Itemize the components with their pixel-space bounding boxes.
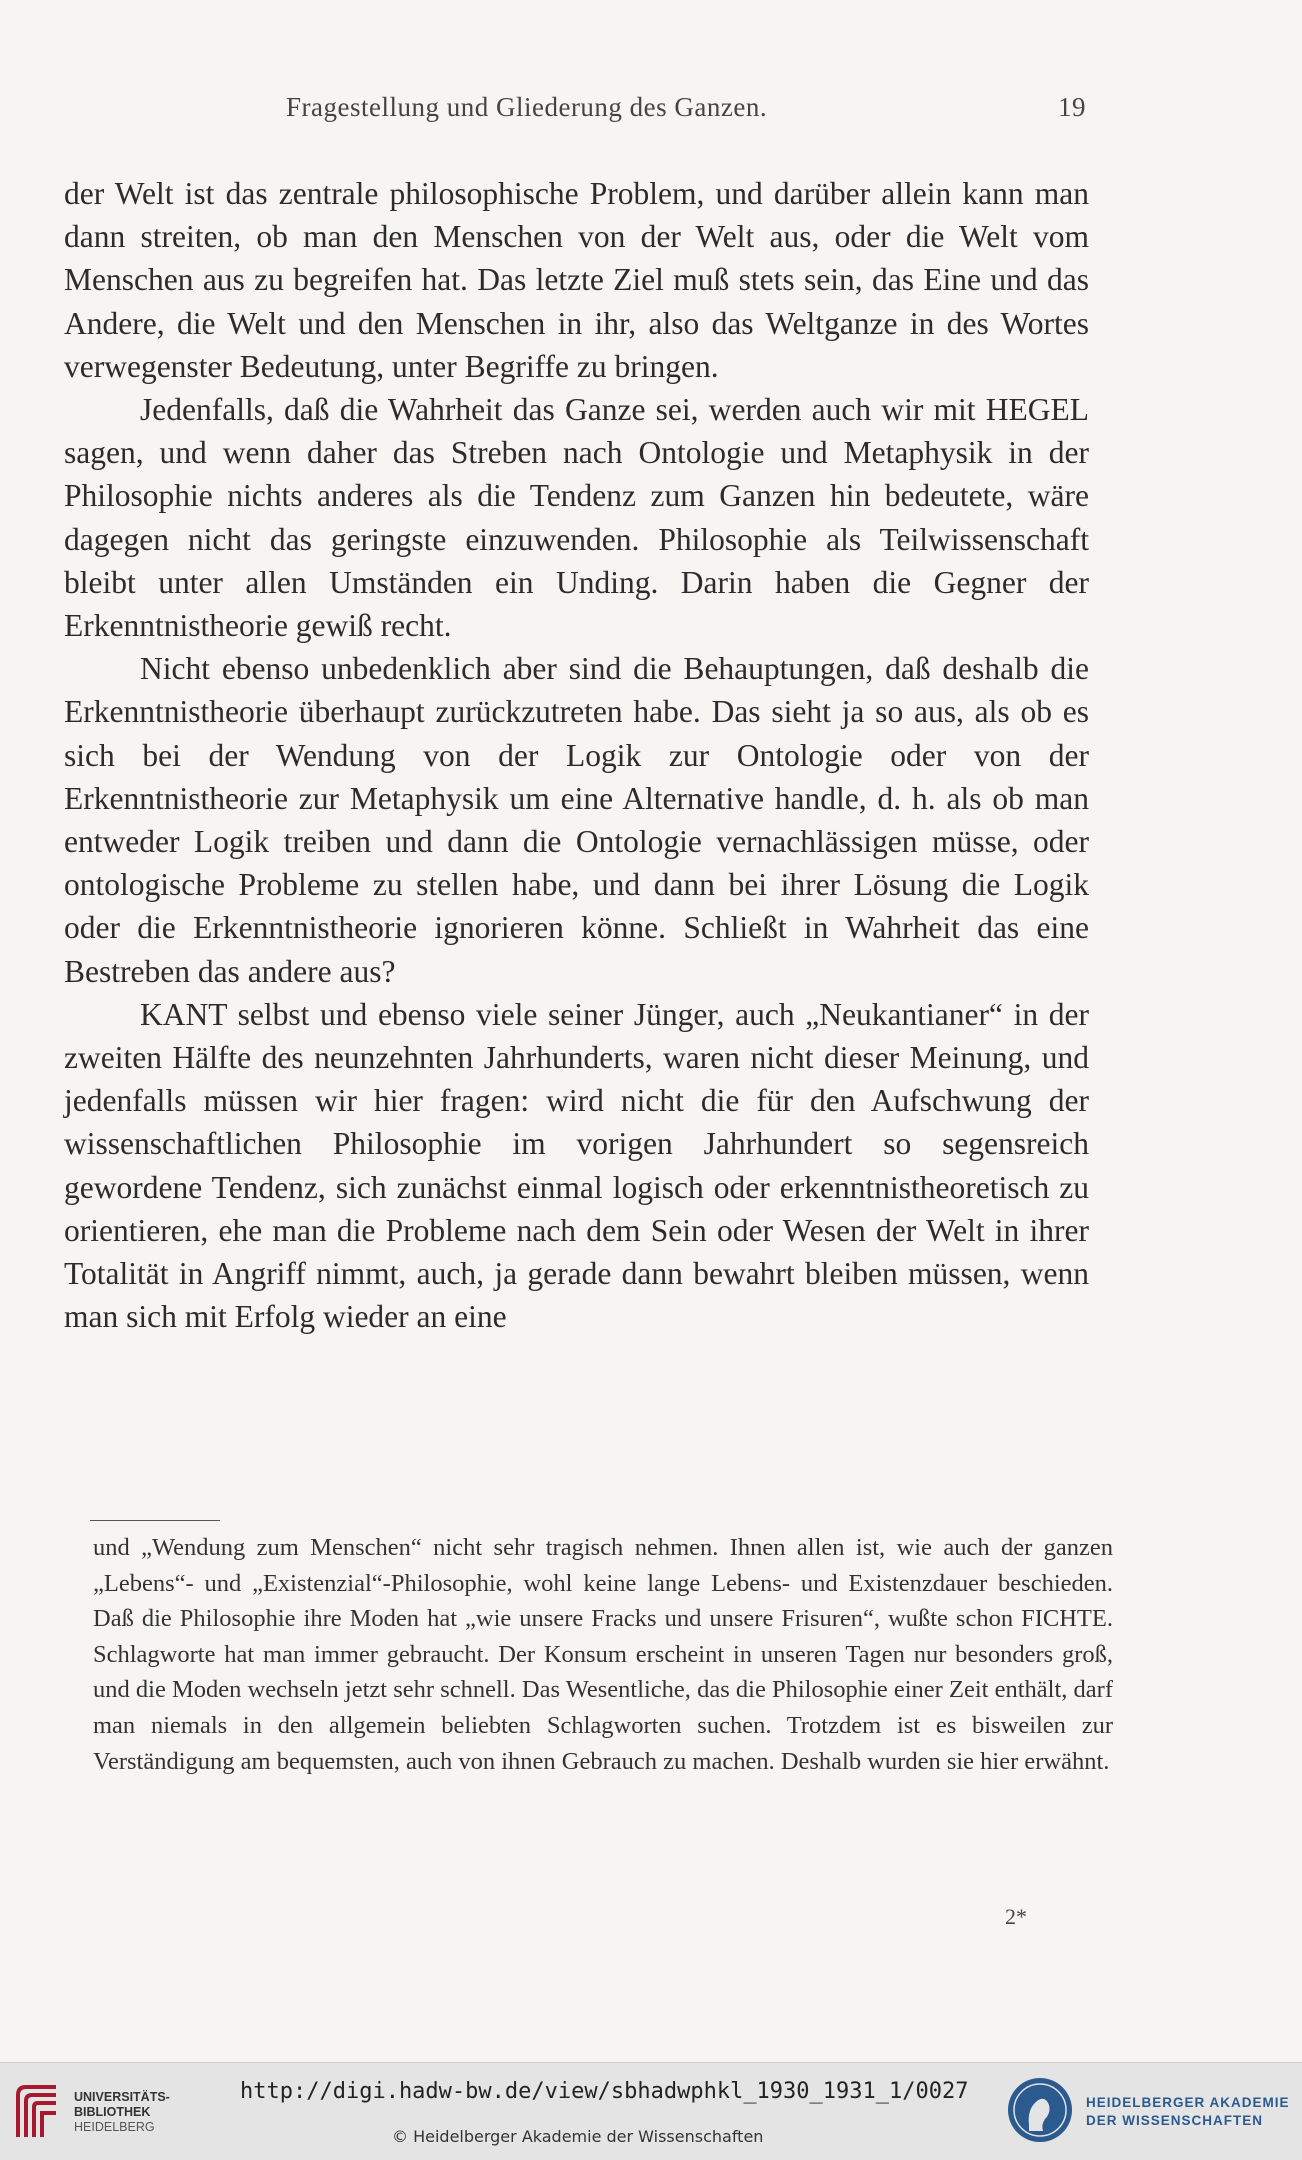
running-header <box>286 92 1086 123</box>
permalink-url[interactable]: http://digi.hadw-bw.de/view/sbhadwphkl_1930_1931_1/0027 <box>240 2079 969 2104</box>
university-library-logo-icon <box>12 2081 64 2143</box>
academy-name: HEIDELBERGER AKADEMIE DER WISSENSCHAFTEN <box>1086 2095 1290 2128</box>
page-number: 19 <box>1058 92 1086 122</box>
main-text <box>64 172 1089 1338</box>
paragraph-1: der Welt ist das zentrale philosophische Problem, und darüber allein kann man dann streiten, ob man den Menschen von der Welt aus, oder die Welt vom Menschen aus zu begreifen hat. Das letzte Ziel muß stets sein, das Eine und das Andere, die Welt und den Menschen in ihr, also das Weltganze in des Wortes verwegenster Bedeutung, unter Begriffe zu bringen. <box>64 176 1089 384</box>
running-title: Fragestellung und Gliederung des Ganzen. <box>286 92 768 122</box>
academy-seal-icon <box>1005 2075 1075 2145</box>
paragraph-3: Nicht ebenso unbedenklich aber sind die Behauptungen, daß deshalb die Erkenntnistheorie überhaupt zurückzutreten habe. Das sieht ja so aus, als ob es sich bei der Wendung von der Logik zur Ontologie oder von der Erkenntnistheorie zur Metaphysik um eine Alternative handle, d. h. als ob man entweder Logik treiben und dann die Ontologie vernachlässigen müsse, oder ontologische Probleme zu stellen habe, und dann bei ihrer Lösung die Logik oder die Erkenntnistheorie ignorieren könne. Schließt in Wahrheit das eine Bestreben das andere aus? <box>64 651 1089 989</box>
copyright-notice: © Heidelberger Akademie der Wissenschaften <box>392 2127 764 2146</box>
footnote: und „Wendung zum Menschen“ nicht sehr tragisch nehmen. Ihnen allen ist, wie auch der ganzen „Lebens“- und „Existenzial“-Philosophie, wohl keine lange Lebens- und Existenzdauer beschieden. Daß die Philosophie ihre Moden hat „wie unsere Fracks und unsere Frisuren“, wußte schon FICHTE. Schlagworte hat man immer gebraucht. Der Konsum erscheint in unseren Tagen nur besonders groß, und die Moden wechseln jetzt sehr schnell. Das Wesentliche, das die Philosophie einer Zeit enthält, darf man niemals in den allgemein beliebten Schlagworten suchen. Trotzdem ist es bisweilen zur Verständigung am bequemsten, auch von ihnen Gebrauch zu machen. Deshalb wurden sie hier erwähnt. <box>93 1534 1113 1775</box>
viewer-footer <box>0 2062 1302 2160</box>
signature-mark: 2* <box>1005 1904 1027 1929</box>
paragraph-4: KANT selbst und ebenso viele seiner Jünger, auch „Neukantianer“ in der zweiten Hälfte des neunzehnten Jahrhunderts, waren nicht dieser Meinung, und jedenfalls müssen wir hier fragen: wird nicht die für den Aufschwung der wissenschaftlichen Philosophie im vorigen Jahrhundert so segensreich gewordene Tendenz, sich zunächst einmal logisch oder erkenntnistheoretisch zu orientieren, ehe man die Probleme nach dem Sein oder Wesen der Welt in ihrer Totalität in Angriff nimmt, auch, ja gerade dann bewahrt bleiben müssen, wenn man sich mit Erfolg wieder an eine <box>64 996 1089 1335</box>
footnote-divider <box>90 1520 220 1521</box>
paragraph-2: Jedenfalls, daß die Wahrheit das Ganze sei, werden auch wir mit HEGEL sagen, und wenn daher das Streben nach Ontologie und Metaphysik in der Philosophie nichts anderes als die Tendenz zum Ganzen hin bedeutete, wäre dagegen nicht das geringste einzuwenden. Philosophie als Teilwissenschaft bleibt unter allen Umständen ein Unding. Darin haben die Gegner der Erkenntnistheorie gewiß recht. <box>64 392 1089 644</box>
university-library-name: UNIVERSITÄTS- BIBLIOTHEK HEIDELBERG <box>74 2090 170 2134</box>
